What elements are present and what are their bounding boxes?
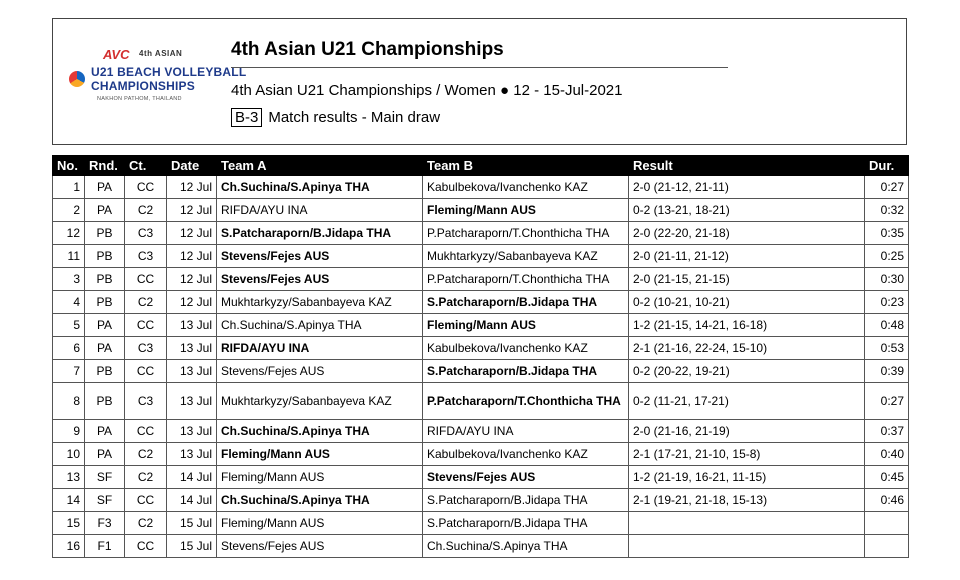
- court-cell: C3: [125, 245, 167, 268]
- team-b-cell: P.Patcharaporn/T.Chonthicha THA: [423, 222, 629, 245]
- table-row: [53, 314, 909, 337]
- team-a-cell: Mukhtarkyzy/Sabanbayeva KAZ: [217, 291, 423, 314]
- court-cell: CC: [125, 268, 167, 291]
- match-number-cell: 15: [53, 512, 85, 535]
- team-b-cell: P.Patcharaporn/T.Chonthicha THA: [423, 383, 629, 420]
- match-number-cell: 8: [53, 383, 85, 420]
- match-number-cell: 14: [53, 489, 85, 512]
- round-cell: PB: [85, 383, 125, 420]
- table-row: [53, 466, 909, 489]
- court-cell: C2: [125, 199, 167, 222]
- round-cell: SF: [85, 489, 125, 512]
- duration-cell: 0:27: [865, 383, 909, 420]
- table-row: [53, 360, 909, 383]
- team-a-cell: Ch.Suchina/S.Apinya THA: [217, 420, 423, 443]
- date-cell: 13 Jul: [167, 360, 217, 383]
- team-b-cell: Kabulbekova/Ivanchenko KAZ: [423, 443, 629, 466]
- sheet-info: [231, 108, 440, 127]
- table-row: [53, 268, 909, 291]
- team-a-cell: RIFDA/AYU INA: [217, 199, 423, 222]
- volleyball-icon: [69, 71, 85, 87]
- team-a-cell: Stevens/Fejes AUS: [217, 535, 423, 558]
- round-cell: PA: [85, 314, 125, 337]
- table-row: [53, 420, 909, 443]
- duration-cell: 0:46: [865, 489, 909, 512]
- round-cell: PA: [85, 443, 125, 466]
- table-row: [53, 383, 909, 420]
- sheet-title: Match results - Main draw: [268, 109, 441, 126]
- result-cell: 0-2 (10-21, 10-21): [629, 291, 865, 314]
- team-b-cell: Kabulbekova/Ivanchenko KAZ: [423, 337, 629, 360]
- court-cell: C3: [125, 337, 167, 360]
- result-cell: 2-0 (22-20, 21-18): [629, 222, 865, 245]
- court-cell: C2: [125, 291, 167, 314]
- date-cell: 15 Jul: [167, 512, 217, 535]
- team-b-cell: S.Patcharaporn/B.Jidapa THA: [423, 512, 629, 535]
- team-b-cell: Stevens/Fejes AUS: [423, 466, 629, 489]
- duration-cell: 0:40: [865, 443, 909, 466]
- duration-cell: 0:39: [865, 360, 909, 383]
- match-number-cell: 4: [53, 291, 85, 314]
- result-cell: 2-1 (19-21, 21-18, 15-13): [629, 489, 865, 512]
- match-number-cell: 3: [53, 268, 85, 291]
- team-b-cell: S.Patcharaporn/B.Jidapa THA: [423, 489, 629, 512]
- duration-cell: 0:25: [865, 245, 909, 268]
- table-row: [53, 443, 909, 466]
- team-a-cell: Mukhtarkyzy/Sabanbayeva KAZ: [217, 383, 423, 420]
- duration-cell: 0:23: [865, 291, 909, 314]
- match-results-table: [52, 155, 909, 558]
- column-header-team-b: Team B: [423, 156, 629, 176]
- date-cell: 14 Jul: [167, 466, 217, 489]
- match-number-cell: 13: [53, 466, 85, 489]
- date-cell: 12 Jul: [167, 176, 217, 199]
- team-a-cell: Fleming/Mann AUS: [217, 443, 423, 466]
- match-number-cell: 1: [53, 176, 85, 199]
- duration-cell: 0:37: [865, 420, 909, 443]
- table-row: [53, 176, 909, 199]
- round-cell: PB: [85, 268, 125, 291]
- match-number-cell: 16: [53, 535, 85, 558]
- match-number-cell: 2: [53, 199, 85, 222]
- table-row: [53, 291, 909, 314]
- date-cell: 12 Jul: [167, 222, 217, 245]
- court-cell: C2: [125, 443, 167, 466]
- avc-logo-text: AVC: [103, 47, 130, 62]
- result-cell: [629, 512, 865, 535]
- result-cell: 2-0 (21-16, 21-19): [629, 420, 865, 443]
- team-a-cell: Ch.Suchina/S.Apinya THA: [217, 489, 423, 512]
- date-cell: 14 Jul: [167, 489, 217, 512]
- duration-cell: 0:27: [865, 176, 909, 199]
- match-number-cell: 6: [53, 337, 85, 360]
- round-cell: PA: [85, 199, 125, 222]
- column-header-result: Result: [629, 156, 865, 176]
- court-cell: CC: [125, 176, 167, 199]
- result-cell: 0-2 (20-22, 19-21): [629, 360, 865, 383]
- page-title: 4th Asian U21 Championships: [231, 39, 504, 60]
- round-cell: PB: [85, 291, 125, 314]
- column-header-round: Rnd.: [85, 156, 125, 176]
- duration-cell: [865, 535, 909, 558]
- result-cell: 1-2 (21-19, 16-21, 11-15): [629, 466, 865, 489]
- team-a-cell: Stevens/Fejes AUS: [217, 245, 423, 268]
- team-a-cell: RIFDA/AYU INA: [217, 337, 423, 360]
- court-cell: C2: [125, 512, 167, 535]
- column-header-court: Ct.: [125, 156, 167, 176]
- match-number-cell: 5: [53, 314, 85, 337]
- date-cell: 12 Jul: [167, 199, 217, 222]
- column-header-date: Date: [167, 156, 217, 176]
- court-cell: CC: [125, 360, 167, 383]
- table-header-row: [53, 156, 909, 176]
- table-row: [53, 245, 909, 268]
- round-cell: PA: [85, 176, 125, 199]
- team-b-cell: Kabulbekova/Ivanchenko KAZ: [423, 176, 629, 199]
- date-cell: 12 Jul: [167, 291, 217, 314]
- round-cell: F1: [85, 535, 125, 558]
- team-b-cell: Mukhtarkyzy/Sabanbayeva KAZ: [423, 245, 629, 268]
- court-cell: CC: [125, 314, 167, 337]
- date-cell: 12 Jul: [167, 268, 217, 291]
- round-cell: PB: [85, 222, 125, 245]
- round-cell: PB: [85, 360, 125, 383]
- table-row: [53, 512, 909, 535]
- court-cell: C3: [125, 222, 167, 245]
- team-a-cell: Ch.Suchina/S.Apinya THA: [217, 176, 423, 199]
- duration-cell: 0:30: [865, 268, 909, 291]
- team-b-cell: Fleming/Mann AUS: [423, 314, 629, 337]
- duration-cell: 0:32: [865, 199, 909, 222]
- duration-cell: 0:45: [865, 466, 909, 489]
- table-row: [53, 222, 909, 245]
- result-cell: 2-0 (21-15, 21-15): [629, 268, 865, 291]
- table-row: [53, 489, 909, 512]
- title-divider: [231, 67, 728, 68]
- event-subtitle: 4th Asian U21 Championships / Women ● 12 - 15-Jul-2021: [231, 82, 623, 99]
- column-header-no: No.: [53, 156, 85, 176]
- logo-line-1: U21 BEACH VOLLEYBALL: [91, 65, 247, 79]
- table-row: [53, 199, 909, 222]
- team-a-cell: Fleming/Mann AUS: [217, 466, 423, 489]
- result-cell: 2-0 (21-12, 21-11): [629, 176, 865, 199]
- logo-line-2: CHAMPIONSHIPS: [91, 79, 195, 93]
- round-cell: SF: [85, 466, 125, 489]
- table-row: [53, 337, 909, 360]
- duration-cell: 0:48: [865, 314, 909, 337]
- result-cell: 2-1 (21-16, 22-24, 15-10): [629, 337, 865, 360]
- court-cell: C2: [125, 466, 167, 489]
- team-a-cell: Stevens/Fejes AUS: [217, 360, 423, 383]
- header-box: [52, 18, 907, 145]
- date-cell: 13 Jul: [167, 420, 217, 443]
- result-cell: 0-2 (13-21, 18-21): [629, 199, 865, 222]
- result-cell: [629, 535, 865, 558]
- team-b-cell: Fleming/Mann AUS: [423, 199, 629, 222]
- date-cell: 13 Jul: [167, 314, 217, 337]
- team-b-cell: P.Patcharaporn/T.Chonthicha THA: [423, 268, 629, 291]
- round-cell: F3: [85, 512, 125, 535]
- column-header-team-a: Team A: [217, 156, 423, 176]
- date-cell: 15 Jul: [167, 535, 217, 558]
- court-cell: CC: [125, 489, 167, 512]
- match-number-cell: 9: [53, 420, 85, 443]
- event-logo: [67, 47, 247, 117]
- column-header-duration: Dur.: [865, 156, 909, 176]
- match-number-cell: 10: [53, 443, 85, 466]
- team-b-cell: Ch.Suchina/S.Apinya THA: [423, 535, 629, 558]
- match-number-cell: 11: [53, 245, 85, 268]
- date-cell: 13 Jul: [167, 443, 217, 466]
- round-cell: PB: [85, 245, 125, 268]
- team-a-cell: S.Patcharaporn/B.Jidapa THA: [217, 222, 423, 245]
- result-cell: 0-2 (11-21, 17-21): [629, 383, 865, 420]
- result-cell: 2-1 (17-21, 21-10, 15-8): [629, 443, 865, 466]
- result-cell: 1-2 (21-15, 14-21, 16-18): [629, 314, 865, 337]
- logo-location: NAKHON PATHOM, THAILAND: [97, 96, 182, 102]
- logo-edition-text: 4th ASIAN: [139, 49, 183, 58]
- team-a-cell: Ch.Suchina/S.Apinya THA: [217, 314, 423, 337]
- team-b-cell: RIFDA/AYU INA: [423, 420, 629, 443]
- table-row: [53, 535, 909, 558]
- court-cell: C3: [125, 383, 167, 420]
- duration-cell: [865, 512, 909, 535]
- date-cell: 13 Jul: [167, 337, 217, 360]
- sheet-code: B-3: [231, 108, 262, 127]
- team-a-cell: Fleming/Mann AUS: [217, 512, 423, 535]
- round-cell: PA: [85, 337, 125, 360]
- duration-cell: 0:35: [865, 222, 909, 245]
- team-b-cell: S.Patcharaporn/B.Jidapa THA: [423, 291, 629, 314]
- court-cell: CC: [125, 420, 167, 443]
- date-cell: 13 Jul: [167, 383, 217, 420]
- team-b-cell: S.Patcharaporn/B.Jidapa THA: [423, 360, 629, 383]
- result-cell: 2-0 (21-11, 21-12): [629, 245, 865, 268]
- date-cell: 12 Jul: [167, 245, 217, 268]
- duration-cell: 0:53: [865, 337, 909, 360]
- round-cell: PA: [85, 420, 125, 443]
- team-a-cell: Stevens/Fejes AUS: [217, 268, 423, 291]
- court-cell: CC: [125, 535, 167, 558]
- match-number-cell: 12: [53, 222, 85, 245]
- match-number-cell: 7: [53, 360, 85, 383]
